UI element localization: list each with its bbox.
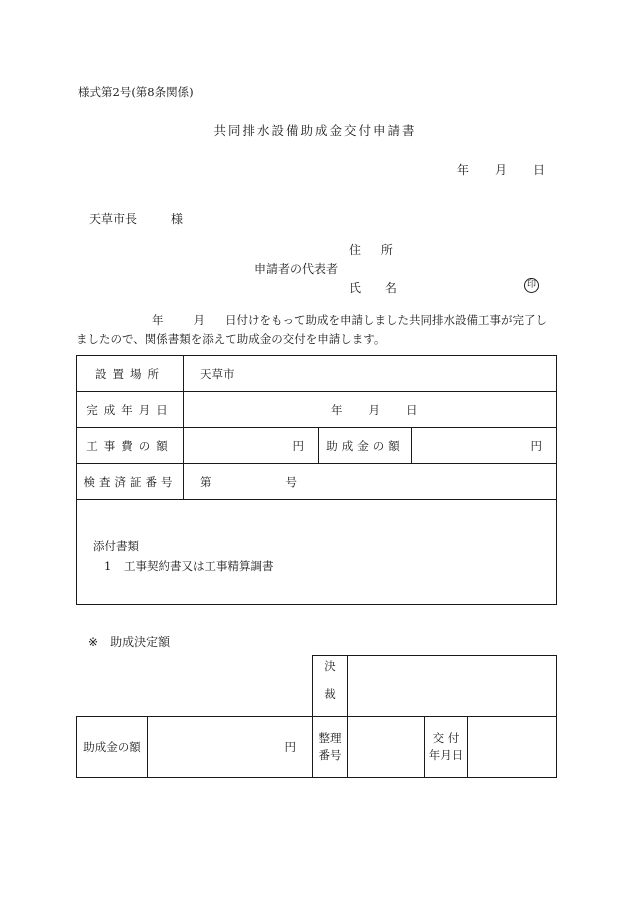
date-month: 月	[495, 163, 508, 177]
issue-date-line-2: 年月日	[428, 748, 464, 762]
decision-title: 助成決定額	[110, 635, 171, 649]
completion-row	[77, 392, 557, 428]
note-mark: ※	[88, 635, 99, 649]
attachment-number: 1	[104, 559, 112, 573]
reference-number-field[interactable]	[348, 717, 425, 778]
application-date	[457, 161, 545, 178]
attachment-item	[104, 558, 556, 574]
issue-date-field[interactable]	[468, 717, 557, 778]
cost-unit: 円	[292, 438, 304, 453]
representative-label: 申請者の代表者	[254, 262, 339, 276]
decision-heading	[88, 633, 170, 650]
cost-label: 工事費の額	[77, 428, 184, 464]
location-label: 設置場所	[77, 356, 184, 392]
form-number: 様式第2号(第8条関係)	[78, 85, 194, 99]
address-label: 住 所	[349, 243, 401, 257]
reference-number-line-2: 番号	[318, 748, 342, 762]
completion-label: 完成年月日	[77, 392, 184, 428]
location-value[interactable]: 天草市	[184, 356, 557, 392]
reference-number-label	[313, 717, 348, 778]
addressee-honorific: 様	[171, 212, 184, 226]
addressee-name: 天草市長	[89, 212, 138, 226]
inspection-row	[77, 464, 557, 500]
statement-year: 年	[152, 313, 164, 327]
issue-date-line-1: 交 付	[432, 731, 460, 745]
reference-number-line-1: 整理	[318, 731, 342, 745]
attachments-row	[77, 500, 557, 605]
approval-char-2: 裁	[324, 687, 336, 701]
application-table	[76, 355, 557, 605]
approval-char-1: 決	[324, 659, 336, 673]
approval-field[interactable]	[348, 656, 557, 717]
grant-unit: 円	[530, 438, 542, 453]
location-row	[77, 356, 557, 392]
completion-year: 年	[331, 402, 343, 417]
amount-row	[77, 428, 557, 464]
decision-row	[77, 717, 557, 778]
issue-date-label	[425, 717, 468, 778]
cost-field[interactable]	[184, 428, 319, 464]
date-day: 日	[533, 163, 546, 177]
approval-row	[77, 656, 557, 717]
decision-table	[76, 655, 557, 778]
completion-day: 日	[406, 402, 418, 417]
statement-text: 日付けをもって助成を申請しました共同排水設備工事が完了しましたので、関係書類を添えて助成金の交付を申請します。	[76, 313, 547, 346]
inspection-label: 検査済証番号	[77, 464, 184, 500]
inspection-prefix: 第	[200, 474, 212, 489]
completion-month: 月	[368, 402, 380, 417]
inspection-field[interactable]	[184, 464, 557, 500]
completion-date-field[interactable]	[184, 392, 557, 428]
application-statement	[76, 311, 556, 349]
decision-amount-field[interactable]	[148, 717, 313, 778]
grant-field[interactable]	[412, 428, 557, 464]
seal-mark: 印	[524, 278, 539, 293]
blank-area	[77, 656, 313, 717]
name-label: 氏 名	[349, 281, 407, 295]
attachment-text: 工事契約書又は工事精算調書	[124, 559, 274, 573]
statement-month: 月	[193, 313, 205, 327]
decision-amount-unit: 円	[284, 740, 296, 754]
attachments-cell	[77, 500, 557, 605]
approval-label	[313, 656, 348, 717]
inspection-suffix: 号	[285, 474, 297, 489]
attachments-title: 添付書類	[93, 539, 139, 553]
addressee	[89, 210, 183, 227]
decision-amount-label: 助成金の額	[77, 717, 148, 778]
date-year: 年	[457, 163, 470, 177]
document-title: 共同排水設備助成金交付申請書	[213, 123, 417, 138]
grant-label: 助成金の額	[319, 428, 412, 464]
